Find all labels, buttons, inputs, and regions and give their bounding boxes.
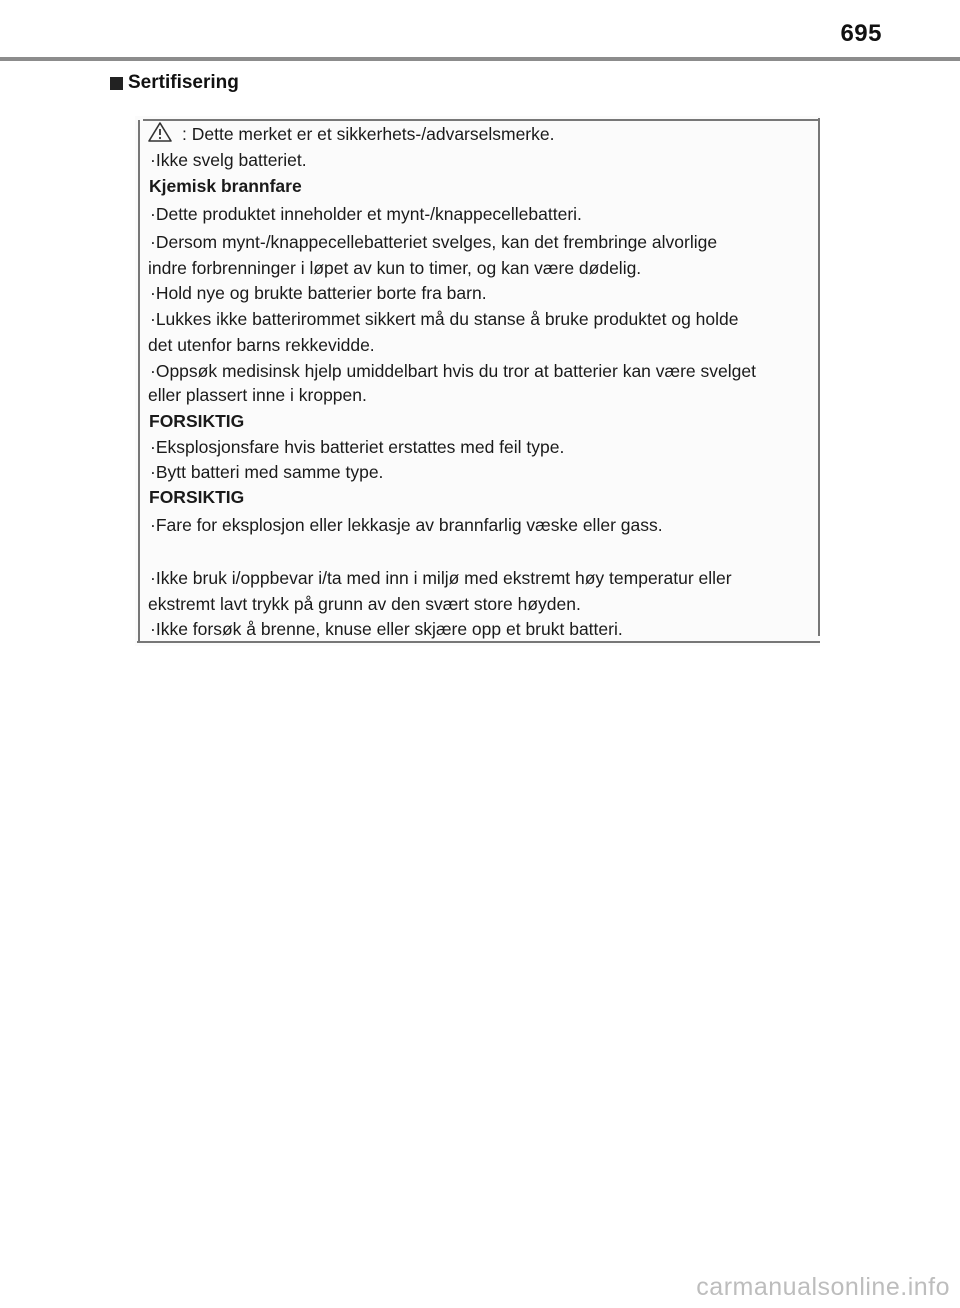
label-line: ·Dette produktet inneholder et mynt-/knappecellebatteri. (150, 204, 582, 224)
label-border-right (818, 118, 820, 636)
warning-triangle-icon (147, 121, 173, 143)
label-line: ·Ikke svelg batteriet. (150, 150, 307, 170)
label-line: ·Bytt batteri med samme type. (150, 462, 384, 482)
heading-bullet-square (110, 77, 123, 90)
label-line: indre forbrenninger i løpet av kun to timer, og kan være dødelig. (148, 258, 642, 278)
label-heading-caution: FORSIKTIG (149, 411, 245, 431)
label-line: ·Fare for eksplosjon eller lekkasje av brannfarlig væske eller gass. (150, 515, 663, 535)
label-line-warning-symbol: : Dette merket er et sikkerhets-/advarselsmerke. (182, 124, 555, 144)
section-heading-text: Sertifisering (128, 72, 239, 93)
label-line: ·Lukkes ikke batterirommet sikkert må du stanse å bruke produktet og holde (150, 309, 739, 329)
label-line: ·Dersom mynt-/knappecellebatteriet svelges, kan det frembringe alvorlige (150, 232, 718, 252)
label-heading-caution: FORSIKTIG (149, 487, 245, 507)
header-rule (0, 57, 960, 61)
label-border-top (143, 119, 820, 121)
label-line: ·Hold nye og brukte batterier borte fra barn. (150, 283, 487, 303)
label-line: ·Ikke forsøk å brenne, knuse eller skjære opp et brukt batteri. (150, 619, 623, 639)
label-line: ekstremt lavt trykk på grunn av den svært store høyden. (148, 594, 581, 614)
label-border-bottom (137, 641, 820, 643)
label-line: ·Oppsøk medisinsk hjelp umiddelbart hvis du tror at batterier kan være svelget (150, 361, 756, 381)
label-line: ·Ikke bruk i/oppbevar i/ta med inn i miljø med ekstremt høy temperatur eller (150, 568, 732, 588)
label-border-left (138, 120, 140, 642)
section-heading (110, 72, 239, 94)
label-line: ·Eksplosjonsfare hvis batteriet erstattes med feil type. (150, 437, 565, 457)
page-number: 695 (840, 20, 882, 47)
label-heading-chemical-hazard: Kjemisk brannfare (149, 176, 302, 196)
site-watermark: carmanualsonline.info (696, 1273, 950, 1301)
label-line: eller plassert inne i kroppen. (148, 385, 367, 405)
label-line: det utenfor barns rekkevidde. (148, 335, 375, 355)
